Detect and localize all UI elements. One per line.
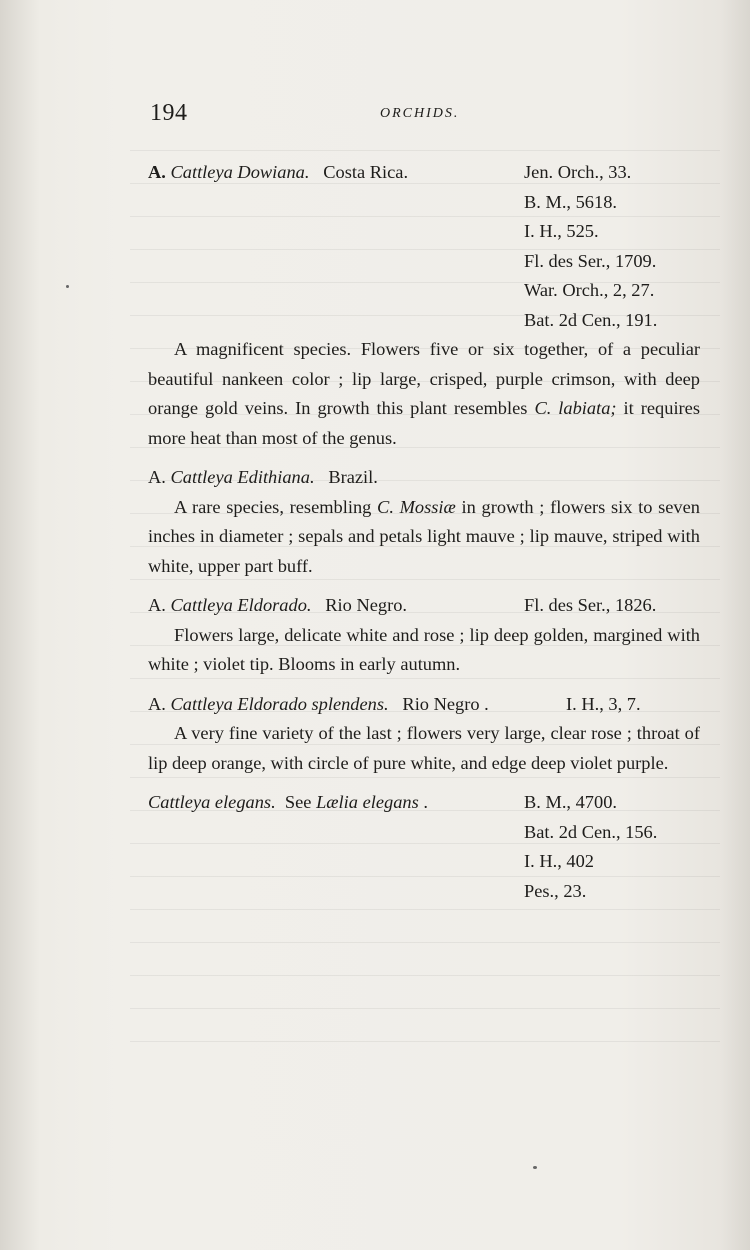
reference: I. H., 3, 7.: [566, 693, 641, 714]
entry-cattleya-edithiana: [148, 463, 700, 581]
species-name: Cattleya Edithiana.: [170, 467, 315, 487]
entry-heading: [148, 788, 700, 818]
entry-cattleya-eldorado-splendens: [148, 690, 700, 779]
reference: B. M., 5618.: [524, 191, 617, 212]
page-header: [150, 100, 700, 130]
species-name: Cattleya Dowiana.: [170, 162, 310, 182]
locality: Costa Rica.: [323, 162, 409, 182]
locality: Rio Negro .: [402, 693, 489, 714]
reference: Bat. 2d Cen., 156.: [524, 821, 658, 842]
entry-description: A magnificent species. Flowers five or six together, of a peculiar beautiful nankeen color ; lip large, crisped, purple crimson, with deep orange gold veins. In growth this plant resembles C. labiata; it requires more heat than most of the genus.: [148, 339, 700, 448]
species-name: Cattleya Eldorado.: [170, 595, 312, 615]
reference: War. Orch., 2, 27.: [524, 280, 655, 300]
entry-description: A rare species, resembling C. Mossiæ in growth ; flowers six to seven inches in diameter ; sepals and petals light mauve ; lip mauve, striped with white, upper part buff.: [148, 496, 700, 576]
reference: Pes., 23.: [524, 880, 587, 901]
reference: Fl. des Ser., 1826.: [524, 595, 657, 615]
locality: Brazil.: [328, 467, 378, 487]
running-title: ORCHIDS.: [380, 106, 460, 121]
entry-prefix: A.: [148, 595, 166, 615]
entry-description: Flowers large, delicate white and rose ; lip deep golden, margined with white ; violet tip. Blooms in early autumn.: [148, 624, 700, 674]
species-name: Cattleya elegans.: [148, 792, 276, 812]
entry-heading: [148, 463, 700, 493]
entry-description: A very fine variety of the last ; flowers very large, clear rose ; throat of lip deep orange, with circle of pure white, and edge deep violet purple.: [148, 723, 700, 773]
entry-heading: [148, 158, 700, 188]
page-body: [148, 158, 700, 906]
entry-heading: [148, 690, 700, 720]
entry-prefix: A.: [148, 467, 166, 487]
entry-cattleya-dowiana: [148, 158, 700, 453]
entry-cattleya-eldorado: [148, 591, 700, 680]
entry-heading: [148, 591, 700, 621]
paper-speck: [533, 1166, 537, 1169]
reference: Jen. Orch., 33.: [524, 162, 632, 182]
reference: B. M., 4700.: [524, 792, 617, 812]
entry-prefix: A.: [148, 693, 166, 714]
page-number: 194: [150, 100, 188, 126]
reference: I. H., 525.: [524, 221, 599, 241]
see-reference-name: Lælia elegans: [316, 792, 419, 812]
species-name: Cattleya Eldorado splendens.: [170, 693, 389, 714]
reference: Bat. 2d Cen., 191.: [524, 309, 658, 330]
locality: Rio Negro.: [325, 595, 408, 615]
entry-prefix: A.: [148, 162, 166, 182]
entry-cattleya-elegans: [148, 788, 700, 906]
reference: Fl. des Ser., 1709.: [524, 250, 657, 271]
reference: I. H., 402: [524, 851, 594, 871]
see-dot: .: [423, 792, 428, 812]
see-text: See: [284, 792, 312, 812]
paper-speck: [66, 285, 69, 288]
